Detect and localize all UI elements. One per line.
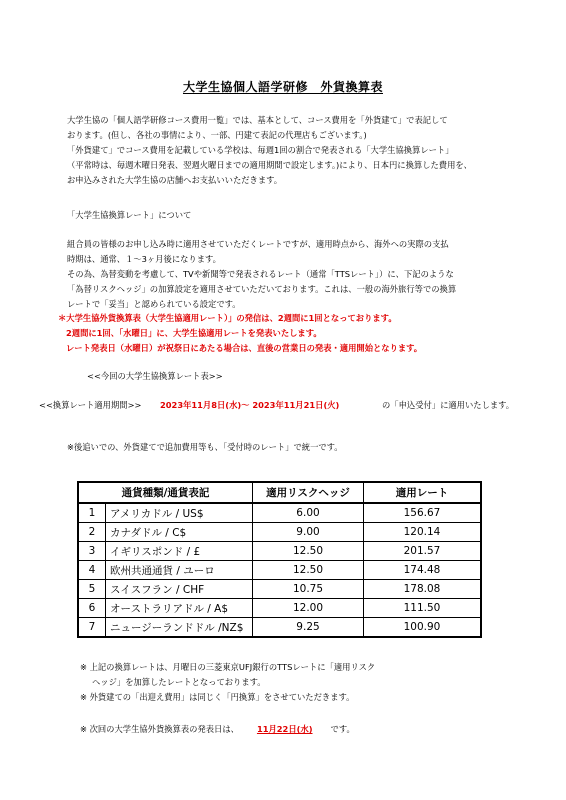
explanation-paragraph — [67, 237, 537, 312]
rate-value: 201.57 — [364, 542, 482, 561]
explanation-line: その為、為替変動を考慮して、TVや新聞等で発表されるレート（通常「TTSレート」）に、下記のような — [67, 269, 454, 279]
hedge-value: 12.50 — [253, 542, 364, 561]
intro-paragraph — [67, 113, 537, 188]
header-rate: 適用レート — [364, 482, 482, 503]
red-notice-line: 2週間に1回、「水曜日」に、大学生協適用レートを発表いたします。 — [66, 328, 322, 338]
footnote-line: ※ 外貨建ての「出迎え費用」は同じく「円換算」をさせていただきます。 — [80, 692, 355, 702]
currency-name: ニュージーランドドル /NZ$ — [106, 618, 253, 638]
period-suffix: の「申込受付」に適用いたします。 — [382, 400, 515, 410]
rate-value: 178.08 — [364, 580, 482, 599]
table-row — [78, 503, 481, 523]
hedge-value: 9.00 — [253, 523, 364, 542]
red-notice-line: ＊大学生協外貨換算表（大学生協適用レート）」の発信は、2週間に1回となっております。 — [58, 313, 397, 323]
rate-value: 174.48 — [364, 561, 482, 580]
hedge-value: 12.00 — [253, 599, 364, 618]
row-number: 6 — [78, 599, 106, 618]
current-table-heading: <<今回の大学生協換算レート表>> — [87, 371, 223, 381]
intro-line: 大学生協の「個人語学研修コース費用一覧」では、基本として、コース費用を「外貨建て」で表記して — [67, 115, 448, 125]
row-number: 7 — [78, 618, 106, 638]
explanation-line: レートで「妥当」と認められている設定です。 — [67, 299, 241, 309]
period-label: <<換算レート適用期間>> — [39, 400, 142, 410]
currency-name: オーストラリアドル / A$ — [106, 599, 253, 618]
footnote-line: ※ 上記の換算レートは、月曜日の三菱東京UFJ銀行のTTSレートに「適用リスク — [80, 662, 376, 672]
section-heading: 「大学生協換算レート」について — [67, 210, 192, 220]
currency-name: イギリスポンド / £ — [106, 542, 253, 561]
next-prefix: ※ 次回の大学生協外貨換算表の発表日は、 — [80, 724, 239, 734]
table-row — [78, 599, 481, 618]
row-number: 1 — [78, 503, 106, 523]
intro-line: おります。(但し、各社の事情により、一部、円建て表記の代理店もございます。) — [67, 130, 367, 140]
footnotes — [80, 660, 520, 705]
rate-value: 120.14 — [364, 523, 482, 542]
hedge-value: 6.00 — [253, 503, 364, 523]
row-number: 4 — [78, 561, 106, 580]
page-title: 大学生協個人語学研修 外貨換算表 — [182, 80, 383, 94]
currency-name: アメリカドル / US$ — [106, 503, 253, 523]
table-row — [78, 561, 481, 580]
currency-name: 欧州共通通貨 / ユーロ — [106, 561, 253, 580]
explanation-line: 「為替リスクヘッジ」の加算設定を適用させていただいております。これは、一般の海外旅行等での換算 — [67, 284, 457, 294]
red-notice-line: レート発表日（水曜日）が祝祭日にあたる場合は、直後の営業日の発表・適用開始となります。 — [66, 343, 423, 353]
row-number: 5 — [78, 580, 106, 599]
red-notice — [58, 311, 528, 356]
rate-table — [77, 481, 482, 638]
row-number: 3 — [78, 542, 106, 561]
currency-name: スイスフラン / CHF — [106, 580, 253, 599]
intro-line: （平常時は、毎週木曜日発表、翌週火曜日までの適用期間で設定します。)により、日本円に換算した費用を、 — [67, 160, 472, 170]
header-currency: 通貨種類/通貨表記 — [78, 482, 253, 503]
header-hedge: 適用リスクヘッジ — [253, 482, 364, 503]
next-suffix: です。 — [330, 724, 355, 734]
table-row — [78, 523, 481, 542]
footnote-line: ヘッジ」を加算したレートとなっております。 — [92, 677, 266, 687]
followup-note: ※後追いでの、外貨建てで追加費用等も、「受付時のレート」で統一です。 — [67, 442, 343, 452]
hedge-value: 12.50 — [253, 561, 364, 580]
explanation-line: 組合員の皆様のお申し込み時に適用させていただくレートですが、適用時点から、海外への実際の支払 — [67, 239, 449, 249]
row-number: 2 — [78, 523, 106, 542]
next-date: 11月22日(水) — [256, 724, 313, 734]
table-row — [78, 542, 481, 561]
rate-value: 111.50 — [364, 599, 482, 618]
rate-value: 156.67 — [364, 503, 482, 523]
hedge-value: 10.75 — [253, 580, 364, 599]
next-announcement — [80, 722, 520, 737]
rate-value: 100.90 — [364, 618, 482, 638]
explanation-line: 時期は、通常、１〜3ヶ月後になります。 — [67, 254, 221, 264]
table-row — [78, 618, 481, 638]
currency-name: カナダドル / C$ — [106, 523, 253, 542]
table-row — [78, 580, 481, 599]
intro-line: 「外貨建て」でコース費用を記載している学校は、毎週1回の割合で発表される「大学生協換算レート」 — [67, 145, 454, 155]
period-dates: 2023年11月8日(水)〜 2023年11月21日(火) — [160, 400, 340, 410]
hedge-value: 9.25 — [253, 618, 364, 638]
table-header-row — [78, 482, 481, 503]
intro-line: お申込みされた大学生協の店舗へお支払いいただきます。 — [67, 175, 283, 185]
